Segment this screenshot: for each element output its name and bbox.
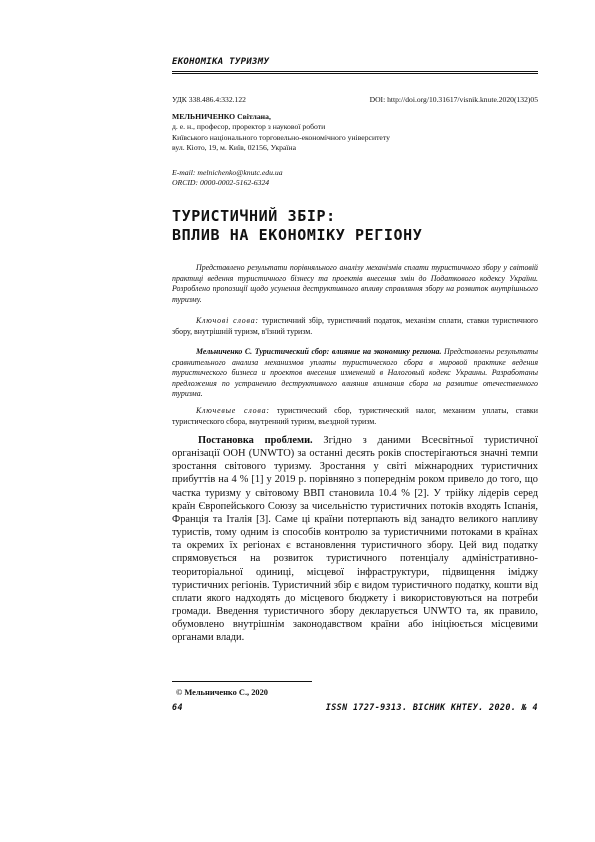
article-meta: [172, 95, 538, 104]
header-rule-top: [172, 71, 538, 72]
abstract-ua-text: Представлено результати порівняльного аналізу механізмів сплати туристичного збору у світовій практиці ведення туристичного бізнесу та проектів внесення змін до Податкового кодексу України. Розроблено пропозиції щодо усунення деструктивного впливу справляння збору на розвиток внутрішнього туризму.: [172, 263, 538, 304]
title-line-2: ВПЛИВ НА ЕКОНОМІКУ РЕГІОНУ: [172, 226, 423, 244]
body-text: Згідно з даними Всесвітньої туристичної організації ООН (UNWTO) за останні десять років спостерігаються значні темпи зростання світового туризму. Зростання у світі міжнародних туристичних прибуттів на 4 % [1] у 2019 р. порівняно з попереднім роком привело до того, що частка туризму у світовому ВВП становила 10.4 % [2]. У трійку лідерів серед країн Європейського Союзу за чисельністю туристичних потоків входять Іспанія, Франція та Італія [3]. Саме ці країни потерпають від занадто великого напливу туристів, тому одним із способів контролю за туристичними потоками в країнах та окремих їх регіонах є встановлення туристичного збору. Цей вид податку спрямовується на розвиток туристичного потенціалу адміністративно-теориторіальної одиниці, місцевої інфраструктури, підвищення іміджу туристичних регіонів. Туристичний збір є видом туристичного податку, кошти від сплати якого надходять до місцевого бюджету і використовуються на потреби громади. Введення туристичного збору декларується UNWTO та, як правило, обумовлено внутрішнім законодавством країни або ініціюється місцевими органами влади.: [172, 435, 538, 644]
abstract-ru: [172, 347, 538, 400]
author-org: Київського національного торговельно-економічного університету: [172, 132, 390, 142]
author-block: [172, 112, 538, 153]
section-title: ЕКОНОМІКА ТУРИЗМУ: [172, 57, 270, 67]
author-name: МЕЛЬНИЧЕНКО Світлана,: [172, 112, 271, 121]
keywords-ua-list: туристичний збір, туристичний податок, механізм сплати, ставки туристичного збору, внутрішній туризм, в'їзний туризм.: [172, 316, 538, 336]
keywords-ru-label: Ключевые слова:: [196, 406, 270, 415]
author-position: д. е. н., професор, проректор з наукової роботи: [172, 122, 326, 132]
doi-link[interactable]: DOI: http://doi.org/10.31617/visnik.knute.2020(132)05: [369, 95, 538, 104]
keywords-ru-list: туристический сбор, туристический налог, механизм уплаты, ставки туристического сбора, внутренний туризм, въездной туризм.: [172, 406, 538, 426]
author-email[interactable]: E-mail: melnichenko@knutc.edu.ua: [172, 168, 283, 177]
abstract-ua: [172, 263, 538, 305]
running-header: [172, 57, 538, 67]
footnote-rule: [172, 681, 312, 682]
journal-ref: ISSN 1727-9313. ВІСНИК КНТЕУ. 2020. № 4: [325, 702, 538, 712]
author-address: вул. Кіото, 19, м. Київ, 02156, Україна: [172, 142, 297, 152]
author-contacts: [172, 168, 283, 189]
author-orcid[interactable]: ORCID: 0000-0002-5162-6324: [172, 178, 270, 188]
page-footer: [172, 702, 538, 712]
copyright-note: © Мельниченко С., 2020: [176, 688, 268, 697]
abstract-ru-text: Представлены результаты сравнительного анализа механизмов уплаты туристического сбора в мировой практике ведения туристического бизнеса и проектов внесения изменений в Налоговый кодекс Украины. Разработаны предложения по устранению деструктивного влияния взимания сбора на развитие отечественного туризма.: [172, 347, 538, 398]
header-rule-bottom: [172, 73, 538, 74]
keywords-ru: [172, 406, 538, 427]
keywords-ua-label: Ключові слова:: [196, 316, 259, 325]
keywords-ua: [172, 316, 538, 337]
section-lead: Постановка проблеми.: [198, 435, 313, 446]
udc-code: УДК 338.486.4:332.122: [172, 95, 246, 104]
article-title: [172, 207, 538, 245]
body-paragraph: [172, 434, 538, 645]
abstract-ru-ref: Мельниченко С. Туристический сбор: влияние на экономику региона.: [196, 347, 442, 356]
page-number: 64: [172, 702, 183, 712]
title-line-1: ТУРИСТИЧНИЙ ЗБІР:: [172, 207, 336, 225]
